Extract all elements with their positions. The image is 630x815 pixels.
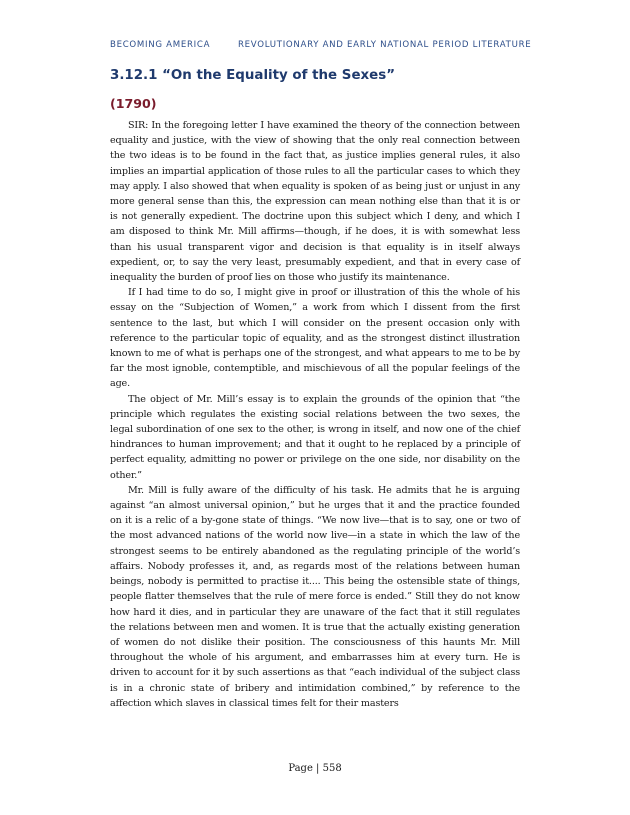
paragraph: Mr. Mill is fully aware of the difficulty of his task. He admits that he is arguing against “an almost universal opinion,” but he urges that it and the practice founded on it is a relic of a by-gone state of things. “We now live—that is to say, one or two of the most advanced nations of the world now live—in a state in which the law of the strongest seems to be entirely abandoned as the regulating principle of the world’s affairs. Nobody professes it, and, as regards most of the relations between human beings, nobody is permitted to practise it.... This being the ostensible state of things, people flatter themselves that the rule of mere force is ended.” Still they do not know how hard it dies, and in particular they are unaware of the fact that it still regulates the relations between men and women. It is true that the actually existing generation of women do not dislike their position. The consciousness of this haunts Mr. Mill throughout the whole of his argument, and embarrasses him at every turn. He is driven to account for it by such assertions as that “each individual of the subject class is in a chronic state of bribery and intimidation combined,” by reference to the affection which slaves in classical times felt for their masters	[110, 484, 520, 709]
section-year: (1790)	[110, 96, 157, 111]
body-text	[110, 118, 520, 711]
running-header-period-title: REVOLUTIONARY AND EARLY NATIONAL PERIOD LITERATURE	[238, 40, 532, 50]
section-title: 3.12.1 “On the Equality of the Sexes”	[110, 68, 396, 83]
running-header-book-title: BECOMING AMERICA	[110, 40, 211, 50]
paragraph: If I had time to do so, I might give in proof or illustration of this the whole of his essay on the “Subjection of Women,” a work from which I dissent from the first sentence to the last, but which I will consider on the present occasion only with reference to the particular topic of equality, and as the strongest distinct illustration known to me of what is perhaps one of the strongest, and what appears to me to be by far the most ignoble, contemptible, and mischievous of all the popular feelings of the age.	[110, 287, 520, 390]
running-header	[110, 40, 532, 50]
page-number: Page | 558	[288, 763, 342, 774]
paragraph: SIR: In the foregoing letter I have examined the theory of the connection between equality and justice, with the view of showing that the only real connection between the two ideas is to be found in the fact that, as justice implies general rules, it also implies an impartial application of those rules to all the particular cases to which they may apply. I also showed that when equality is spoken of as being just or unjust in any more general sense than this, the expression can mean nothing else than that it is or is not generally expedient. The doctrine upon this subject which I deny, and which I am disposed to think Mr. Mill affirms—though, if he does, it is with somewhat less than his usual transparent vigor and decision is that equality is in itself always expedient, or, to say the very least, presumably expedient, and that in every case of inequality the burden of proof lies on those who justify its maintenance.	[110, 120, 520, 284]
paragraph: The object of Mr. Mill’s essay is to explain the grounds of the opinion that “the principle which regulates the existing social relations between the two sexes, the legal subordination of one sex to the other, is wrong in itself, and now one of the chief hindrances to human improvement; and that it ought to he replaced by a principle of perfect equality, admitting no power or privilege on the one side, nor disability on the other.”	[110, 393, 520, 481]
